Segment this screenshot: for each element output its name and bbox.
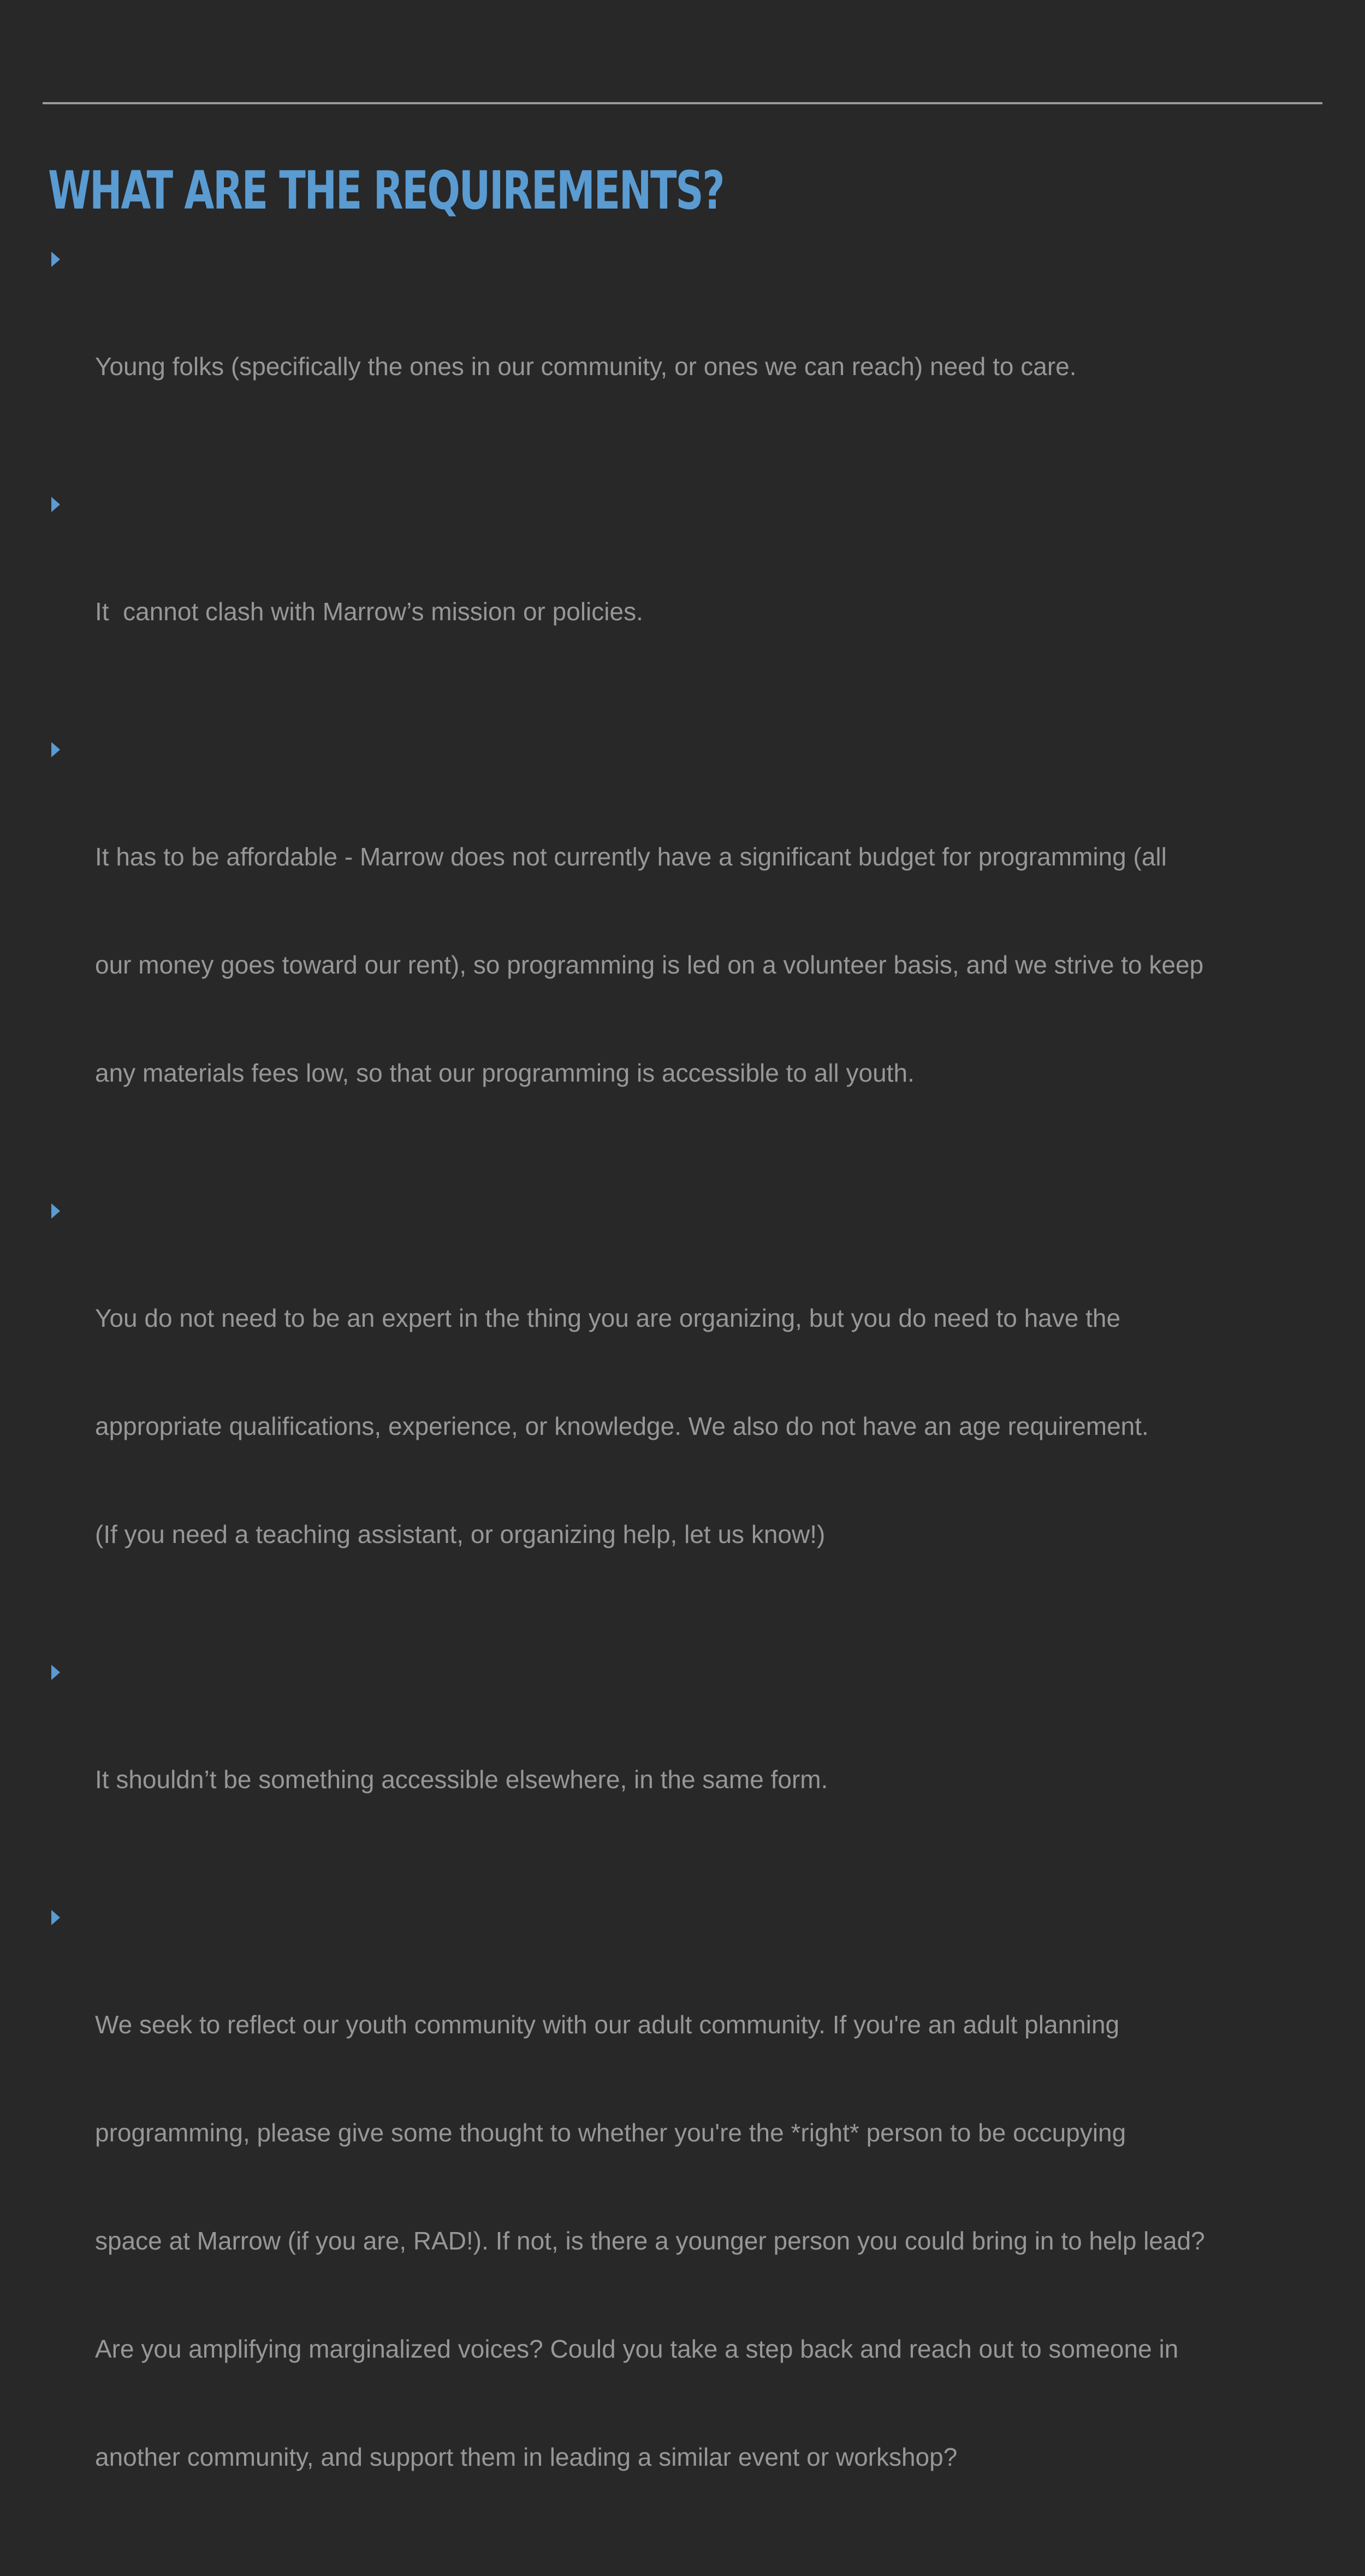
triangle-bullet-icon: [51, 742, 60, 757]
triangle-bullet-icon: [51, 497, 60, 512]
header-divider: [43, 102, 1322, 104]
list-item-text: appropriate qualifications, experience, or knowledge. We also do not have an age requirement.: [95, 1412, 1149, 1440]
list-item: [49, 1653, 1327, 1869]
list-item-text: It has to be affordable - Marrow does not currently have a significant budget for programming (all: [95, 842, 1167, 871]
list-item-text: It cannot clash with Marrow’s mission or policies.: [95, 597, 643, 626]
list-item: [49, 240, 1327, 456]
list-item: [49, 1192, 1327, 1624]
list-item: [49, 731, 1327, 1163]
triangle-bullet-icon: [51, 1910, 60, 1925]
list-item-text: another community, and support them in leading a similar event or workshop?: [95, 2443, 958, 2471]
list-item-text: our money goes toward our rent), so programming is led on a volunteer basis, and we strive to keep: [95, 951, 1204, 979]
list-item-text: You do not need to be an expert in the thing you are organizing, but you do need to have the: [95, 1304, 1121, 1332]
list-item-text: programming, please give some thought to whether you're the *right* person to be occupying: [95, 2118, 1126, 2147]
list-item: [49, 1898, 1327, 2547]
slide-title: WHAT ARE THE REQUIREMENTS?: [48, 160, 724, 221]
requirements-list: [49, 240, 1327, 2576]
list-item-text: (If you need a teaching assistant, or organizing help, let us know!): [95, 1520, 826, 1548]
triangle-bullet-icon: [51, 252, 60, 267]
list-item-text: space at Marrow (if you are, RAD!). If not, is there a younger person you could bring in to help lead?: [95, 2227, 1205, 2255]
list-item-text: We seek to reflect our youth community with our adult community. If you're an adult planning: [95, 2010, 1120, 2039]
list-item-text: Are you amplifying marginalized voices? Could you take a step back and reach out to someone in: [95, 2335, 1179, 2363]
triangle-bullet-icon: [51, 1203, 60, 1219]
list-item-text: any materials fees low, so that our programming is accessible to all youth.: [95, 1059, 915, 1087]
list-item-text: It shouldn’t be something accessible elsewhere, in the same form.: [95, 1765, 828, 1794]
list-item: [49, 485, 1327, 702]
list-item-text: Young folks (specifically the ones in our community, or ones we can reach) need to care.: [95, 352, 1077, 381]
triangle-bullet-icon: [51, 1665, 60, 1680]
